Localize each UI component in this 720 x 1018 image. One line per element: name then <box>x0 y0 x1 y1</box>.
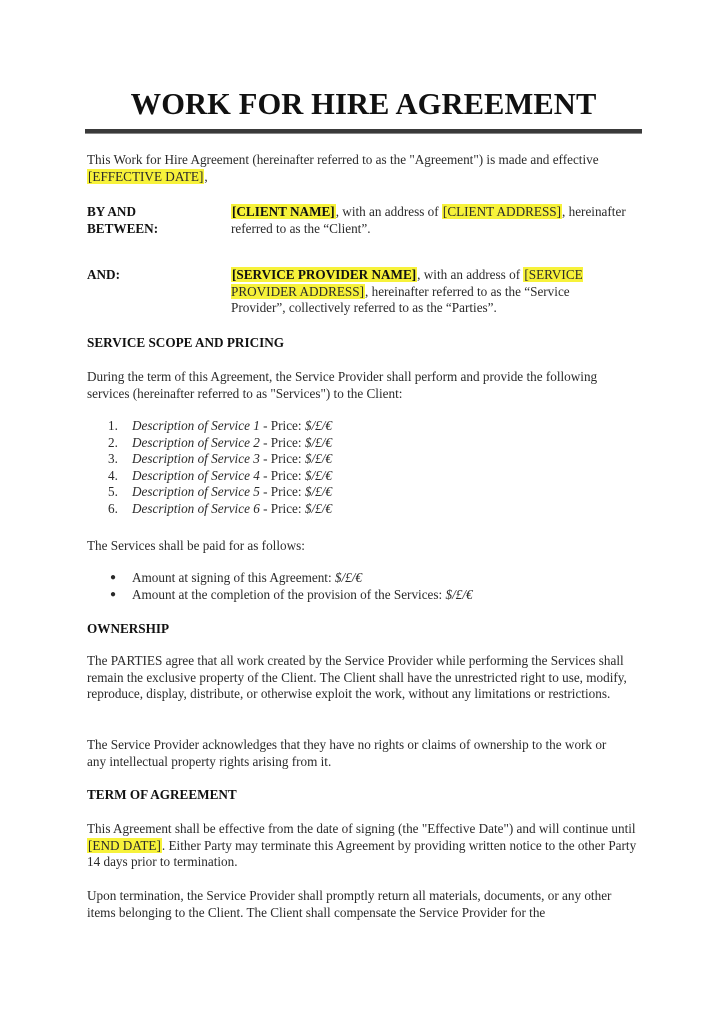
service-item <box>87 484 332 501</box>
price-value: $/£/€ <box>304 484 332 500</box>
price-label: - Price: <box>259 418 305 433</box>
list-number: 6. <box>108 500 118 516</box>
service-description: Description of Service 5 <box>132 484 260 500</box>
payment-item <box>87 587 473 604</box>
service-provider-address-placeholder[interactable]: [SERVICE PROVIDER ADDRESS] <box>231 267 583 299</box>
service-description: Description of Service 3 <box>132 451 260 467</box>
price-value: $/£/€ <box>304 418 332 433</box>
list-number: 3. <box>108 451 118 467</box>
client-party-text <box>231 204 631 237</box>
section-heading-term: TERM OF AGREEMENT <box>87 787 237 802</box>
price-value: $/£/€ <box>304 467 332 483</box>
party-label-line: BETWEEN: <box>87 220 159 236</box>
services-list <box>87 418 332 518</box>
list-number: 5. <box>108 484 118 500</box>
service-description: Description of Service 1 <box>132 418 260 433</box>
price-value: $/£/€ <box>304 434 332 450</box>
payment-amount: $/£/€ <box>334 570 363 585</box>
service-provider-name-placeholder[interactable]: [SERVICE PROVIDER NAME] <box>232 267 417 282</box>
ownership-paragraph-2: The Service Provider acknowledges that they have no rights or claims of ownership to the work or any intellectual property rights arising from it. <box>87 737 607 769</box>
ownership-paragraph-1: The PARTIES agree that all work created by the Service Provider while performing the Services shall remain the exclusive property of the Client. The Client shall have the unrestricted right to use, modify, reproduce, display, distribute, or otherwise exploit the work, without any limitations or restrictions. <box>87 653 627 702</box>
section-heading-scope: SERVICE SCOPE AND PRICING <box>87 335 285 350</box>
service-item <box>87 418 332 435</box>
price-label: - Price: <box>259 500 305 516</box>
party-text-end: , hereinafter referred to as the “Service Provider”, collectively referred to as the “Parties”. <box>231 283 570 316</box>
service-description: Description of Service 6 <box>132 500 260 516</box>
payment-text: Amount at signing of this Agreement: <box>132 570 335 585</box>
price-label: - Price: <box>259 467 305 483</box>
payment-list <box>87 570 473 603</box>
party-label-line: BY AND <box>87 204 136 219</box>
term-text-end: . Either Party may terminate this Agreement by providing written notice to the other Party 14 days prior to termination. <box>87 837 637 870</box>
payment-amount: $/£/€ <box>445 586 473 602</box>
client-address-placeholder[interactable]: [CLIENT ADDRESS] <box>442 204 562 219</box>
client-name-placeholder[interactable]: [CLIENT NAME] <box>232 204 335 219</box>
document-title: WORK FOR HIRE AGREEMENT <box>130 87 597 121</box>
intro-paragraph <box>87 152 627 185</box>
service-item <box>87 468 332 485</box>
price-value: $/£/€ <box>304 451 332 467</box>
service-description: Description of Service 2 <box>132 434 260 450</box>
term-text: This Agreement shall be effective from the date of signing (the "Effective Date") and will continue until <box>87 821 636 836</box>
scope-paragraph: During the term of this Agreement, the Service Provider shall perform and provide the following services (hereinafter referred to as "Services") to the Client: <box>87 369 598 401</box>
payment-item <box>87 570 473 587</box>
list-number: 4. <box>108 467 118 483</box>
service-description: Description of Service 4 <box>132 467 260 483</box>
payment-intro: The Services shall be paid for as follows: <box>87 538 305 553</box>
bullet-icon: ● <box>110 588 117 600</box>
intro-text-end: , <box>204 168 208 184</box>
party-text-end: , hereinafter referred to as the “Client”. <box>231 204 626 236</box>
service-item <box>87 501 332 518</box>
intro-text: This Work for Hire Agreement (hereinafter referred to as the "Agreement") is made and effective <box>87 152 599 167</box>
party-text-mid: , with an address of <box>417 267 524 282</box>
price-label: - Price: <box>259 484 305 500</box>
effective-date-placeholder[interactable]: [EFFECTIVE DATE] <box>88 168 204 184</box>
section-heading-ownership: OWNERSHIP <box>87 621 170 636</box>
list-number: 2. <box>108 434 118 450</box>
payment-text: Amount at the completion of the provision of the Services: <box>132 586 446 602</box>
service-provider-party-text <box>231 267 623 317</box>
price-label: - Price: <box>259 434 305 450</box>
party-label-and <box>87 267 120 284</box>
party-label-by-and-between <box>87 204 158 237</box>
title-divider <box>85 129 642 134</box>
end-date-placeholder[interactable]: [END DATE] <box>88 837 161 853</box>
term-paragraph-1 <box>87 821 639 871</box>
term-paragraph-2: Upon termination, the Service Provider shall promptly return all materials, documents, or any other items belonging to the Client. The Client shall compensate the Service Provider for the <box>87 888 612 920</box>
bullet-icon: ● <box>110 572 117 583</box>
price-label: - Price: <box>259 451 305 467</box>
service-item <box>87 435 332 452</box>
party-text-mid: , with an address of <box>335 204 442 219</box>
list-number: 1. <box>108 418 118 433</box>
price-value: $/£/€ <box>304 500 332 516</box>
party-label-line: AND: <box>87 267 120 282</box>
service-item <box>87 451 332 468</box>
